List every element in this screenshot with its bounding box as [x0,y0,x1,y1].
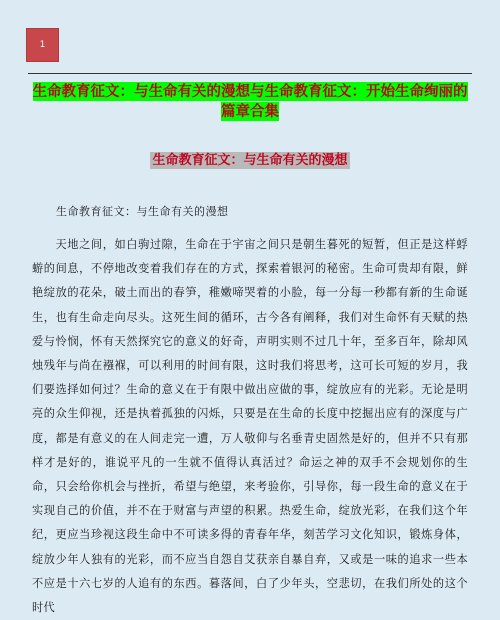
section-heading-text: 生命教育征文：与生命有关的漫想 [152,153,348,168]
sub-heading: 生命教育征文：与生命有关的漫想 [56,205,229,218]
document-title-text: 生命教育征文：与生命有关的漫想与生命教育征文：开始生命绚丽的篇章合集 [32,83,468,120]
page-number-badge [26,28,59,62]
page-number: 1 [39,40,46,50]
header-divider [28,73,472,74]
section-heading [30,152,470,170]
document-title [30,82,470,122]
body-paragraph: 天地之间，如白驹过隙，生命在于宇宙之间只是朝生暮死的短暂，但正是这样蜉蝣的间息，不停地改变着我们存在的方式，探索着银河的秘密。生命可贵却有限，鲜艳绽放的花朵，破土而出的春笋，稚嫩啼哭着的小脸，每一分每一秒都有新的生命诞生，也有生命走向尽头。这死生间的循环，古今各有阐释，我们对生命怀有天赋的热爱与怜悯，怀有天然探究它的意义的好奇，声明实则不过几十年，至多百年，除却风烛残年与尚在襁褓，可以利用的时间有限，这时我们将思考，这可长可短的岁月，我们要选择如何过？生命的意义在于有限中做出应做的事，绽放应有的光彩。无论是明亮的众生仰视，还是执着孤独的闪烁，只要是在生命的长度中挖掘出应有的深度与广度，都是有意义的在人间走完一遭，万人敬仰与名垂青史固然是好的，但并不只有那样才是好的，谁说平凡的一生就不值得认真活过？命运之神的双手不会规划你的生命，只会给你机会与挫折，希望与绝望，来考验你，引导你，每一段生命的意义在于实现自己的价值，并不在于财富与声望的积累。热爱生命，绽放光彩，在我们这个年纪，更应当珍视这段生命中不可读多得的青春年华，刻苦学习文化知识，锻炼身体，绽放少年人独有的光彩，而不应当自怨自艾获亲自暴自弃，又或是一味的追求一些本不应是十六七岁的人追有的东西。暮落间，白了少年头，空悲切，在我们所处的这个时代 [32,238,468,615]
